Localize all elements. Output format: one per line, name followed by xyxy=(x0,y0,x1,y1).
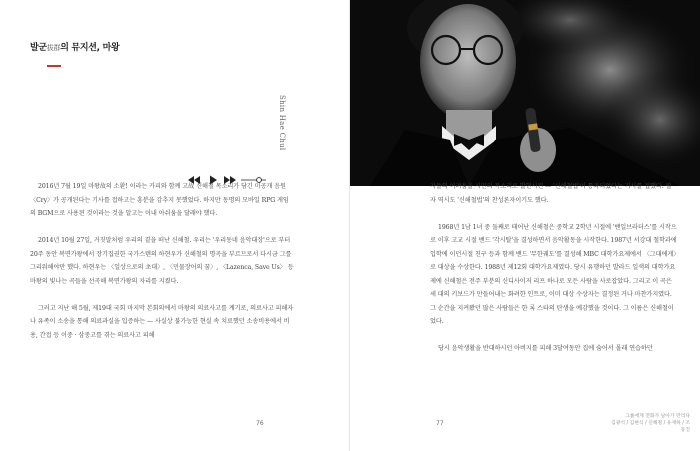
left-body-text xyxy=(30,180,294,342)
right-paragraph-3: 당시 음악생활을 반대하시던 아버지를 피해 3달여동안 집에 숨어서 몰래 연습하던 xyxy=(438,345,653,352)
right-body-text xyxy=(430,180,677,356)
series-title-hanja: 拔群 xyxy=(46,44,61,52)
page-number-right: 77 xyxy=(436,420,444,427)
series-title-rest: 의 뮤지션, 마왕 xyxy=(60,43,120,53)
series-title xyxy=(30,40,119,53)
title-accent-rule xyxy=(47,65,61,67)
footer-line-2: 김광석 / 김현식 / 신해철 / 유재하 / 조동진 xyxy=(611,421,690,433)
page-number-left: 76 xyxy=(256,420,264,427)
left-paragraph-3: 그러고 지난 해 5월, 제19대 국회 마지막 본회의에서 마왕의 의료사고를 계기로, 의료사고 피해자나 유족이 소송을 통해 의료과실을 입증하는 — 사실상 불가능한 현실 속 치료했던 소송비용에서 비용, 간접 등 이중 · 삼중고를 겪는 의료사고 피해 xyxy=(30,304,294,339)
romanized-name: Shin Hae Chul xyxy=(278,95,286,151)
right-paragraph-1: 자들의 어려움을 시민의 목소리로 발현시킨 — '신해철법'이 통과되었다는 기사를 접했다. 필자 역시도 '신해철법'의 찬성론자이기도 했다. xyxy=(430,183,672,204)
series-title-main: 발군 xyxy=(30,43,47,53)
left-paragraph-2: 2014년 10월 27일, 거짓말처럼 우리의 곁을 떠난 신해철. 우리는 '우리동네 음악대장'으로 부터 20주 동안 복면가왕에서 장기집권한 국가스텐의 하현우가 신해철의 명곡을 부르므로서 다시금 그를 그리워해야만 했다. 하현우는 〈일상으로의 초대〉, 〈민물장어의 꿈〉, 〈Lazenca, Save Us〉 등 마왕의 빛나는 곡들을 선곡해 복면가왕의 자리를 지켰다. xyxy=(30,237,294,285)
left-paragraph-1: 2016년 7월 19일 마왕故의 소환! 이라는 카피와 함께 고故 신해철 목소리가 담긴 미공개 음원 〈Cry〉가 공개된다는 기사를 접하고는 흥분을 감추지 못했었다. 하지만 동명의 모바일 RPG 게임의 BGM으로 사용된 것이라는 것을 알고는 이내 아쉬움을 달래야 했다. xyxy=(30,183,289,217)
portrait-photo xyxy=(350,0,700,186)
right-paragraph-2: 1968년 1남 1녀 중 둘째로 태어난 신해철은 중학교 2학년 시절에 '밴일브라더스'를 시작으로 이후 고교 시절 밴드 '각시탈'을 결성하면서 음악활동을 시작한다. 1987년 서강대 철학과에 입학에 이던시절 친구 등과 함께 밴드 '무한궤도'를 결성해 MBC 대학가요제에서 〈그대에게〉로 대상을 수상한다. 1988년 제12회 대학가요제였다. 당시 유행하던 발라드 일색의 대학가요제에 신해철은 전주 부분의 신디사이저 리프 하나로 모든 사람을 사로잡았다. 그리고 이 곡은 세 대의 키보드가 만들어내는 화려한 인트로, 이미 대상 수상자는 결정된 거나 마찬가지였다. 그 순간을 지켜봤던 많은 사람들은 한 록 스타의 탄생을 예감했을 것이다. 그 이름은 신해철이었다. xyxy=(430,223,677,325)
footer-line-1: 그룹에게 전화가 날아가 만리다 xyxy=(625,414,690,419)
footer-note xyxy=(610,413,690,434)
